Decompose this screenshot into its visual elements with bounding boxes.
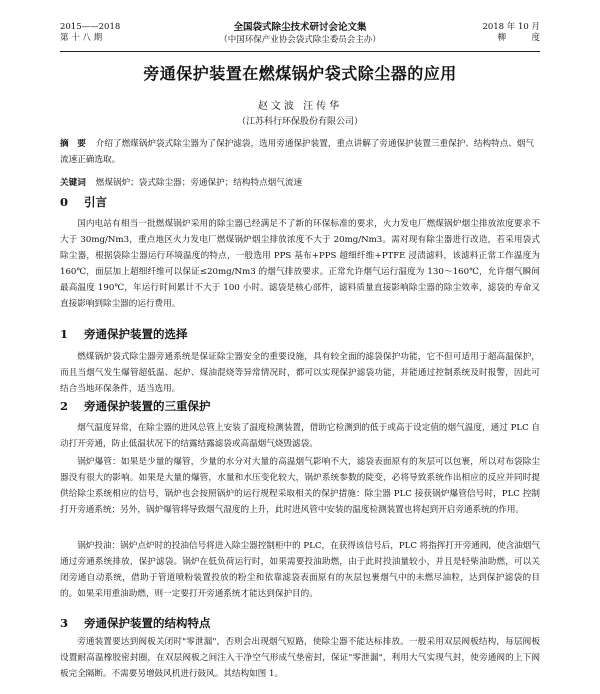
section-2-paragraph-3: 锅炉投油：锅炉点炉时的投油信号将进入除尘器控制柜中的 PLC，在获得该信号后，PLC 将指挥打开旁通阀，使含油烟气通过旁通系统排放，保护滤袋。锅炉在低负荷运行时，如果需要投油助燃，由于此时投油量较小，并且是轻柴油助燃，可以关闭旁通自动系统，借助于管道喷粉装置投放的粉尘和依靠滤袋表面原有的灰层包裹烟气中的未燃尽油粒，达到保护滤袋的目的。如果采用重油助燃，则一定要打开旁通系统才能达到保护目的。 — [60, 541, 540, 599]
section-number: 3 — [60, 616, 69, 630]
section-title: 旁通保护装置的选择 — [84, 327, 188, 341]
header-date-range: 2015——2018 — [60, 22, 121, 32]
header-rule — [60, 51, 540, 52]
section-number: 2 — [60, 399, 69, 413]
section-1-paragraph-1: 燃煤锅炉袋式除尘器旁通系统是保证除尘器安全的重要设施，具有较全面的滤袋保护功能，它不但可适用于超高温保护，而且当烟气发生爆管超低温、起炉、煤油混烧等异常情况时，都可以实现保护滤袋功能，并能通过控制系统及时报警，因此可结合当地环保条件，适当选用。 — [60, 352, 540, 394]
section-title: 旁通保护装置的三重保护 — [84, 399, 211, 413]
section-title: 引言 — [84, 195, 107, 209]
running-header — [60, 22, 540, 52]
paper-affiliation: （江苏科行环保股份有限公司） — [236, 117, 363, 127]
section-number: 1 — [60, 327, 69, 341]
section-title: 旁通保护装置的结构特点 — [84, 616, 211, 630]
abstract — [60, 136, 540, 168]
header-center — [60, 22, 540, 46]
paper-title: 旁通保护装置在燃煤锅炉袋式除尘器的应用 — [143, 64, 457, 83]
header-organizer: （中国环保产业协会袋式除尘委员会主办） — [219, 35, 381, 45]
section-heading-1 — [60, 326, 188, 342]
keywords-text: 燃煤锅炉；袋式除尘器；旁通保护；结构特点烟气流速 — [95, 178, 303, 188]
paper-authors: 赵文波 汪传华 — [257, 101, 343, 112]
section-heading-2 — [60, 398, 211, 414]
header-proceedings-title: 全国袋式除尘技术研讨会论文集 — [233, 22, 367, 33]
section-3-paragraph-1: 旁通装置要达到阀板关闭时"零泄漏"，否则会出现烟气短路，使除尘器不能达标排放。一般采用双层阀板结构，每层阀板设置耐高温橡胶密封圈，在双层阀板之间注入干净空气形成气垫密封，保证"零泄漏"，利用大气实现气封，使旁通阀的上下阀板完全隔断。不需要另增鼓风机进行鼓风。其结构如图 1。 — [60, 637, 540, 679]
header-place: 柳 度 — [497, 33, 540, 43]
abstract-label: 摘 要 — [60, 139, 86, 149]
header-right — [482, 22, 540, 44]
section-number: 0 — [60, 195, 69, 209]
section-0-paragraph-1: 国内电站有相当一批燃煤锅炉采用的除尘器已经满足不了新的环保标准的要求，火力发电厂燃煤锅炉烟尘排放浓度要求不大于 30mg/Nm3，重点地区火力发电厂燃煤锅炉烟尘排放浓度不大于 20mg/Nm3。需对现有除尘器进行改造，若采用袋式除尘器，根据袋除尘器运行环境温度的特点，一般选用 PPS 基布+PPS 超细纤维+PTFE 浸渍滤料，该滤料正常工作温度为 160℃，面层加上超细纤维可以保证≤20mg/Nm3 的烟气排放要求。正常允许烟气运行温度为 130～160℃，允许烟气瞬间最高温度 190℃，年运行时间累计不大于 100 小时。滤袋是核心部件，滤料质量直接影响除尘器的除尘效率，滤袋的寿命又直接影响到除尘器的运行费用。 — [60, 219, 540, 309]
keywords — [60, 175, 540, 191]
header-date: 2018 年 10 月 — [482, 22, 540, 32]
section-heading-0 — [60, 194, 107, 210]
section-2-paragraph-1: 烟气温度异常，在除尘器的进风总管上安装了温度检测装置，借助它检测到的低于或高于设定值的烟气温度，通过 PLC 自动打开旁通，防止低温状况下的结露结露滤袋或高温烟气烧毁滤袋。 — [60, 423, 540, 449]
section-2-paragraph-2: 锅炉爆管：如果是少量的爆管，少量的水分对大量的高温烟气影响不大，滤袋表面原有的灰层可以包裹，所以对布袋除尘器没有很大的影响。如果是大量的爆管，水量和水压变化较大，锅炉系统参数的陡变，必将导致系统作出相应的反应并同时提供给除尘系统相应的信号，锅炉也会按照锅炉的运行规程采取相关的保护措施：除尘器 PLC 接获锅炉爆管信号时，PLC 控制打开旁通系统；另外，锅炉爆管将导致烟气湿度的上升，此时进风管中安装的温度检测装置也将起到开启旁通系统的作用。 — [60, 457, 540, 515]
keywords-label: 关键词 — [60, 178, 86, 188]
header-issue: 第 十 八 期 — [60, 33, 103, 43]
abstract-text: 介绍了燃煤锅炉袋式除尘器为了保护滤袋，选用旁通保护装置，重点讲解了旁通保护装置三重保护、结构特点、烟气流速正确选取。 — [60, 139, 535, 165]
section-heading-3 — [60, 615, 211, 631]
